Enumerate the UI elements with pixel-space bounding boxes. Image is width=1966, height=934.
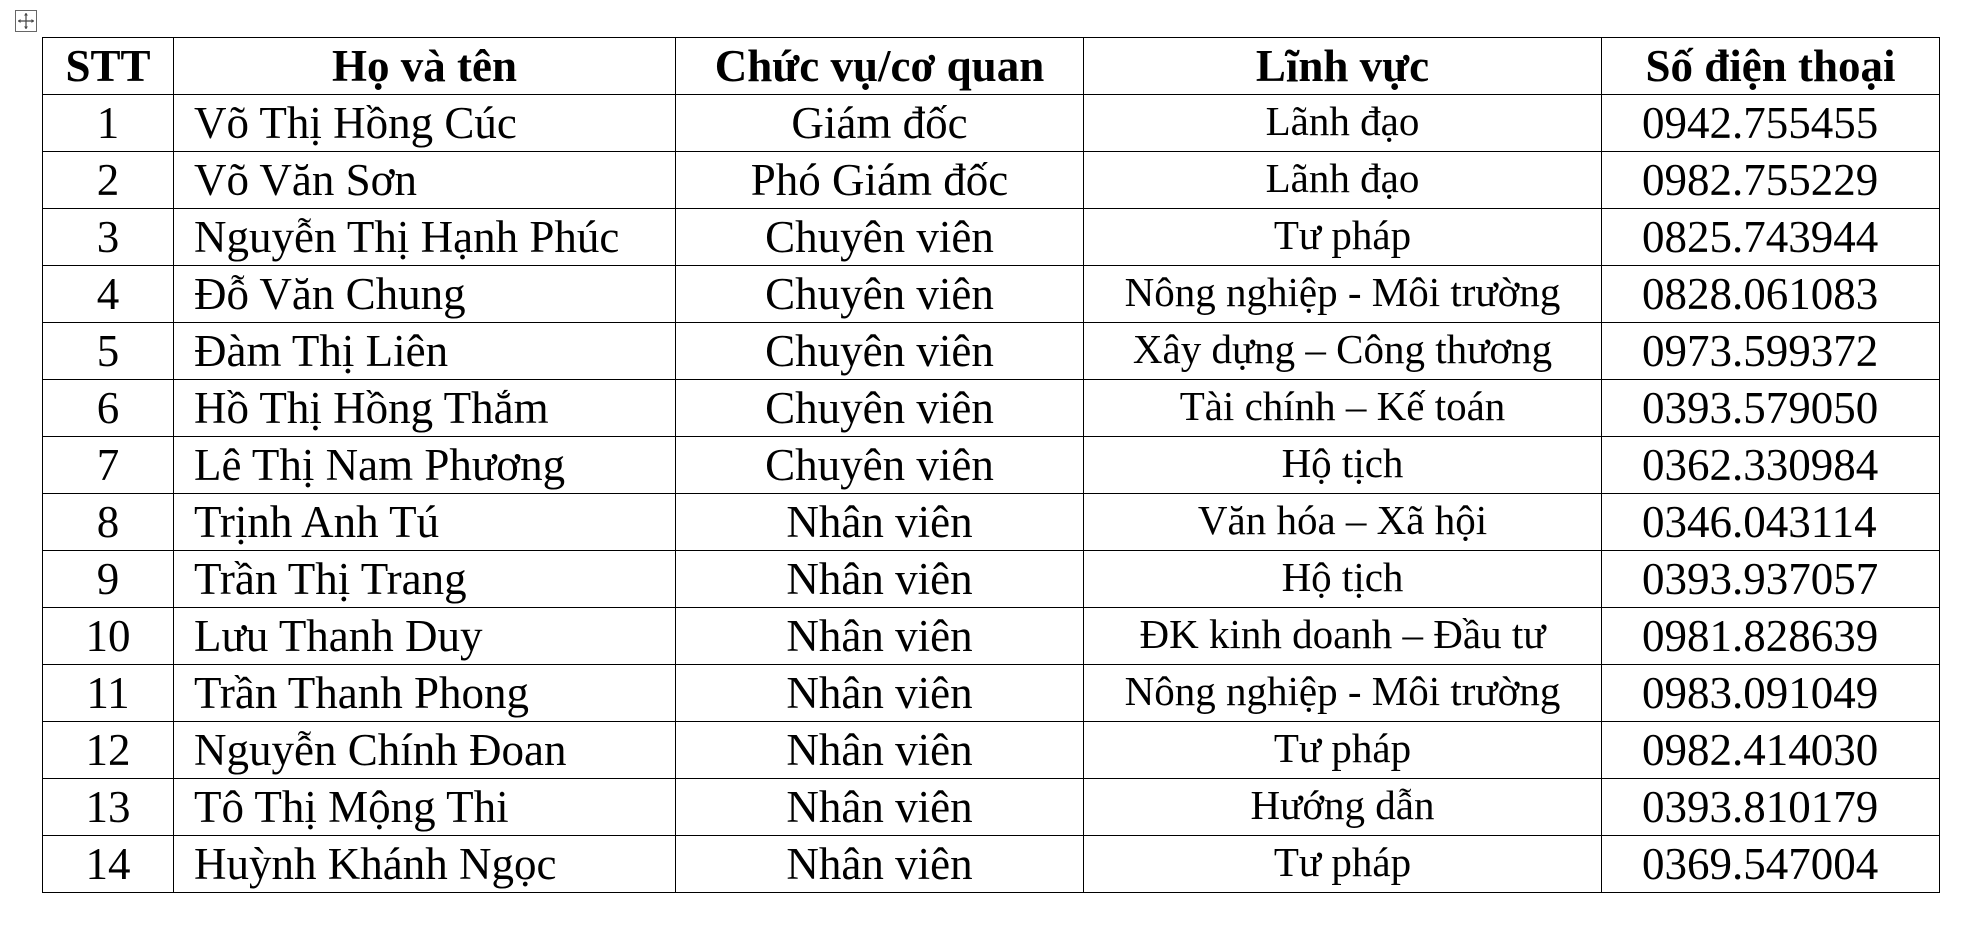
staff-name: Võ Văn Sơn bbox=[174, 152, 676, 209]
staff-field: Nông nghiệp - Môi trường bbox=[1084, 665, 1602, 722]
row-number: 10 bbox=[43, 608, 174, 665]
staff-name: Lê Thị Nam Phương bbox=[174, 437, 676, 494]
table-row bbox=[43, 551, 1940, 608]
table-row bbox=[43, 95, 1940, 152]
row-number: 9 bbox=[43, 551, 174, 608]
header-stt: STT bbox=[43, 38, 174, 95]
staff-position: Chuyên viên bbox=[676, 437, 1084, 494]
row-number: 14 bbox=[43, 836, 174, 893]
staff-phone: 0393.579050 bbox=[1602, 380, 1940, 437]
staff-name: Huỳnh Khánh Ngọc bbox=[174, 836, 676, 893]
staff-phone: 0982.755229 bbox=[1602, 152, 1940, 209]
staff-field: Hộ tịch bbox=[1084, 551, 1602, 608]
move-cross-icon bbox=[17, 12, 35, 30]
staff-phone: 0973.599372 bbox=[1602, 323, 1940, 380]
staff-position: Phó Giám đốc bbox=[676, 152, 1084, 209]
header-role: Chức vụ/cơ quan bbox=[676, 38, 1084, 95]
staff-field: Xây dựng – Công thương bbox=[1084, 323, 1602, 380]
staff-field: Tư pháp bbox=[1084, 836, 1602, 893]
staff-name: Võ Thị Hồng Cúc bbox=[174, 95, 676, 152]
table-row bbox=[43, 323, 1940, 380]
staff-name: Đỗ Văn Chung bbox=[174, 266, 676, 323]
row-number: 13 bbox=[43, 779, 174, 836]
staff-field: Hướng dẫn bbox=[1084, 779, 1602, 836]
staff-phone: 0393.810179 bbox=[1602, 779, 1940, 836]
table-row bbox=[43, 494, 1940, 551]
staff-name: Lưu Thanh Duy bbox=[174, 608, 676, 665]
row-number: 4 bbox=[43, 266, 174, 323]
table-row bbox=[43, 380, 1940, 437]
header-name: Họ và tên bbox=[174, 38, 676, 95]
staff-name: Trần Thị Trang bbox=[174, 551, 676, 608]
table-row bbox=[43, 779, 1940, 836]
table-move-handle-icon[interactable] bbox=[15, 10, 37, 32]
staff-field: Hộ tịch bbox=[1084, 437, 1602, 494]
row-number: 5 bbox=[43, 323, 174, 380]
staff-phone: 0825.743944 bbox=[1602, 209, 1940, 266]
staff-position: Nhân viên bbox=[676, 494, 1084, 551]
row-number: 1 bbox=[43, 95, 174, 152]
row-number: 11 bbox=[43, 665, 174, 722]
staff-contact-table bbox=[42, 37, 1940, 893]
staff-position: Chuyên viên bbox=[676, 380, 1084, 437]
staff-position: Chuyên viên bbox=[676, 266, 1084, 323]
row-number: 12 bbox=[43, 722, 174, 779]
table-row bbox=[43, 266, 1940, 323]
staff-position: Nhân viên bbox=[676, 608, 1084, 665]
staff-phone: 0981.828639 bbox=[1602, 608, 1940, 665]
table-row bbox=[43, 152, 1940, 209]
staff-position: Nhân viên bbox=[676, 551, 1084, 608]
staff-phone: 0828.061083 bbox=[1602, 266, 1940, 323]
staff-phone: 0346.043114 bbox=[1602, 494, 1940, 551]
table-row bbox=[43, 836, 1940, 893]
staff-field: Tài chính – Kế toán bbox=[1084, 380, 1602, 437]
staff-position: Nhân viên bbox=[676, 836, 1084, 893]
staff-phone: 0983.091049 bbox=[1602, 665, 1940, 722]
staff-field: Nông nghiệp - Môi trường bbox=[1084, 266, 1602, 323]
table-row bbox=[43, 437, 1940, 494]
row-number: 2 bbox=[43, 152, 174, 209]
row-number: 7 bbox=[43, 437, 174, 494]
table-row bbox=[43, 608, 1940, 665]
staff-name: Hồ Thị Hồng Thắm bbox=[174, 380, 676, 437]
staff-name: Tô Thị Mộng Thi bbox=[174, 779, 676, 836]
staff-phone: 0362.330984 bbox=[1602, 437, 1940, 494]
staff-name: Đàm Thị Liên bbox=[174, 323, 676, 380]
staff-position: Chuyên viên bbox=[676, 209, 1084, 266]
staff-field: ĐK kinh doanh – Đầu tư bbox=[1084, 608, 1602, 665]
table-row bbox=[43, 209, 1940, 266]
staff-position: Nhân viên bbox=[676, 722, 1084, 779]
staff-name: Nguyễn Thị Hạnh Phúc bbox=[174, 209, 676, 266]
staff-phone: 0393.937057 bbox=[1602, 551, 1940, 608]
staff-field: Lãnh đạo bbox=[1084, 152, 1602, 209]
staff-name: Trần Thanh Phong bbox=[174, 665, 676, 722]
staff-phone: 0369.547004 bbox=[1602, 836, 1940, 893]
table-row bbox=[43, 665, 1940, 722]
row-number: 6 bbox=[43, 380, 174, 437]
staff-phone: 0982.414030 bbox=[1602, 722, 1940, 779]
table-header-row bbox=[43, 38, 1940, 95]
staff-field: Tư pháp bbox=[1084, 722, 1602, 779]
staff-field: Lãnh đạo bbox=[1084, 95, 1602, 152]
staff-phone: 0942.755455 bbox=[1602, 95, 1940, 152]
staff-position: Giám đốc bbox=[676, 95, 1084, 152]
staff-name: Trịnh Anh Tú bbox=[174, 494, 676, 551]
staff-name: Nguyễn Chính Đoan bbox=[174, 722, 676, 779]
staff-position: Nhân viên bbox=[676, 779, 1084, 836]
row-number: 3 bbox=[43, 209, 174, 266]
row-number: 8 bbox=[43, 494, 174, 551]
header-field: Lĩnh vực bbox=[1084, 38, 1602, 95]
staff-field: Văn hóa – Xã hội bbox=[1084, 494, 1602, 551]
staff-field: Tư pháp bbox=[1084, 209, 1602, 266]
header-phone: Số điện thoại bbox=[1602, 38, 1940, 95]
staff-position: Chuyên viên bbox=[676, 323, 1084, 380]
staff-position: Nhân viên bbox=[676, 665, 1084, 722]
table-row bbox=[43, 722, 1940, 779]
